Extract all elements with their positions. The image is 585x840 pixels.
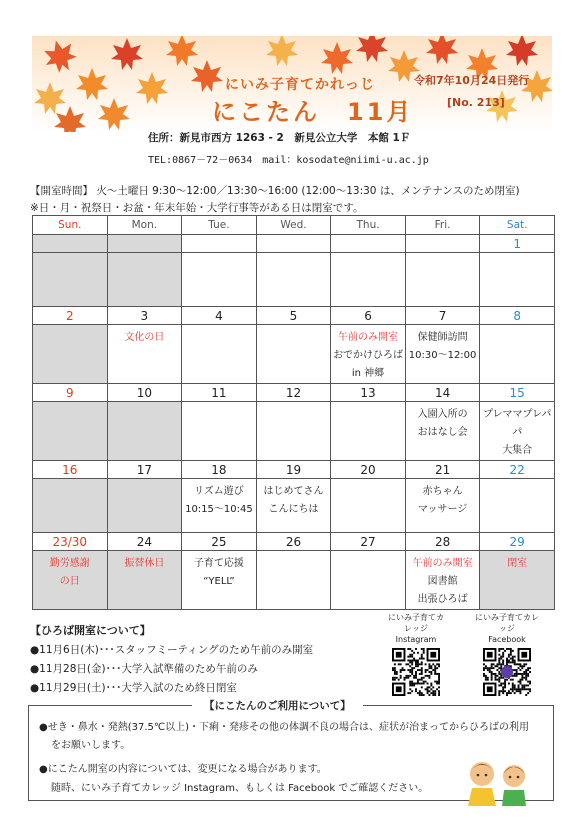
calendar-event-cell (182, 479, 257, 533)
calendar-date-row (33, 461, 555, 479)
calendar-date-cell: 7 (405, 307, 480, 325)
calendar-event-cell (107, 402, 182, 461)
calendar-event-cell (331, 253, 406, 307)
calendar-date-cell: 2 (33, 307, 108, 325)
calendar-event-cell (331, 402, 406, 461)
calendar-event-text: 勤労感謝 (49, 558, 90, 569)
calendar-date-cell: 17 (107, 461, 182, 479)
calendar-event-row (33, 325, 555, 384)
calendar-date-cell: 10 (107, 384, 182, 402)
instagram-qr-sublabel: Instagram (395, 635, 437, 644)
weekday-sun: Sun. (33, 216, 108, 235)
calendar-event-row (33, 479, 555, 533)
calendar-event-row (33, 402, 555, 461)
calendar-event-cell (107, 325, 182, 384)
issue-number: [No. 213] (447, 96, 505, 109)
november-calendar (32, 215, 555, 610)
weekday-header-row (33, 216, 555, 235)
calendar-event-cell (480, 551, 555, 610)
calendar-event-cell (33, 402, 108, 461)
calendar-event-cell (480, 253, 555, 307)
calendar-date-cell: 27 (331, 533, 406, 551)
calendar-event-cell (256, 325, 331, 384)
calendar-event-cell (256, 253, 331, 307)
calendar-date-cell: 26 (256, 533, 331, 551)
calendar-date-cell: 13 (331, 384, 406, 402)
calendar-event-cell (182, 402, 257, 461)
calendar-event-cell (331, 479, 406, 533)
calendar-event-text: 子育て応援 (193, 558, 244, 569)
calendar-date-cell: 3 (107, 307, 182, 325)
calendar-event-cell (405, 479, 480, 533)
calendar-date-cell: 16 (33, 461, 108, 479)
calendar-event-text: リズム遊び (194, 486, 244, 497)
instagram-qr-code[interactable] (392, 648, 440, 696)
calendar-event-cell (256, 479, 331, 533)
calendar-date-cell: 12 (256, 384, 331, 402)
weekday-thu: Thu. (331, 216, 406, 235)
calendar-date-cell: 15 (480, 384, 555, 402)
newsletter-title: にこたん 11月 (212, 98, 414, 126)
calendar-date-cell: 21 (405, 461, 480, 479)
newsletter-subtitle: にいみ子育てかれっじ (225, 77, 375, 93)
calendar-event-text: 入園入所の (417, 409, 468, 420)
calendar-date-cell: 9 (33, 384, 108, 402)
calendar-date-cell: 6 (331, 307, 406, 325)
calendar-date-row (33, 307, 555, 325)
calendar-event-cell (480, 402, 555, 461)
hiroba-section-title: 【ひろば開室について】 (30, 624, 151, 637)
calendar-event-cell (256, 551, 331, 610)
calendar-event-text: 10:15～10:45 (185, 504, 253, 515)
weekday-tue: Tue. (182, 216, 257, 235)
calendar-date-cell: 5 (256, 307, 331, 325)
calendar-event-text: マッサージ (417, 504, 468, 515)
calendar-event-cell (182, 325, 257, 384)
calendar-date-cell: 22 (480, 461, 555, 479)
calendar-date-row (33, 533, 555, 551)
closed-days-note: ※日・月・祝祭日・お盆・年末年始・大学行事等がある日は閉室です。 (30, 202, 364, 214)
calendar-event-cell (33, 325, 108, 384)
calendar-event-text: 図書館 (427, 576, 458, 587)
usage-notice-title: 【にこたんのご利用について】 (192, 698, 363, 713)
calendar-event-text: 午前のみ開室 (338, 332, 399, 343)
weekday-fri: Fri. (405, 216, 480, 235)
calendar-event-text: 赤ちゃん (422, 486, 463, 497)
calendar-event-cell (182, 551, 257, 610)
calendar-event-cell (405, 402, 480, 461)
calendar-event-text: 午前のみ開室 (412, 558, 473, 569)
calendar-event-text: 大集合 (502, 445, 533, 456)
weekday-mon: Mon. (107, 216, 182, 235)
hiroba-notice: ●11月28日(金)･･･大学入試準備のため午前のみ (30, 663, 258, 675)
hiroba-notice: ●11月6日(木)･･･スタッフミーティングのため午前のみ開室 (30, 644, 314, 656)
calendar-event-row (33, 253, 555, 307)
calendar-event-cell (405, 253, 480, 307)
calendar-date-cell (331, 235, 406, 253)
weekday-sat: Sat. (480, 216, 555, 235)
usage-line: ●にこたん開室の内容については、変更になる場合があります。 (39, 764, 327, 775)
usage-line: をお願いします。 (51, 740, 131, 751)
calendar-date-cell (33, 235, 108, 253)
calendar-date-cell: 8 (480, 307, 555, 325)
calendar-event-cell (33, 479, 108, 533)
calendar-event-text: in 神郷 (351, 368, 385, 379)
contact-info: TEL:0867－72－0634 mail：kosodate@niimi-u.ac.jp (148, 155, 429, 166)
calendar-date-cell: 20 (331, 461, 406, 479)
usage-line: 随時、にいみ子育てカレッジ Instagram、もしくは Facebook でご確認ください。 (51, 783, 429, 794)
calendar-event-text: プレママプレパパ (482, 409, 552, 438)
calendar-event-cell (182, 253, 257, 307)
calendar-event-cell (107, 479, 182, 533)
calendar-date-cell: 19 (256, 461, 331, 479)
issue-date: 令和7年10月24日発行 (414, 74, 530, 87)
calendar-event-cell (405, 325, 480, 384)
calendar-date-cell: 1 (480, 235, 555, 253)
calendar-date-cell: 23/30 (33, 533, 108, 551)
calendar-date-cell (405, 235, 480, 253)
calendar-date-cell: 24 (107, 533, 182, 551)
calendar-event-text: おでかけひろば (333, 350, 403, 361)
calendar-event-text: こんにちは (268, 504, 319, 515)
facebook-qr-label: にいみ子育てカレッジ (475, 613, 539, 633)
usage-line: ●せき・鼻水・発熱(37.5℃以上)・下痢・発疹その他の体調不良の場合は、症状が治まってからひろばの利用 (39, 722, 530, 733)
calendar-event-row (33, 551, 555, 610)
instagram-qr-block (386, 612, 446, 696)
instagram-qr-label: にいみ子育てカレッジ (388, 613, 444, 633)
calendar-date-cell: 29 (480, 533, 555, 551)
calendar-event-text: 出張ひろば (417, 594, 468, 605)
calendar-event-text: 保健師訪問 (417, 332, 468, 343)
calendar-date-cell: 18 (182, 461, 257, 479)
weekday-wed: Wed. (256, 216, 331, 235)
calendar-event-text: の日 (59, 576, 80, 587)
calendar-body (33, 235, 555, 610)
calendar-event-text: 振替休日 (124, 558, 165, 569)
calendar-date-cell: 11 (182, 384, 257, 402)
calendar-event-cell (33, 551, 108, 610)
calendar-event-cell (480, 325, 555, 384)
calendar-event-cell (107, 253, 182, 307)
facebook-qr-code[interactable] (483, 648, 531, 696)
calendar-date-cell: 28 (405, 533, 480, 551)
calendar-date-row (33, 384, 555, 402)
hiroba-notice: ●11月29日(土)･･･大学入試のため終日閉室 (30, 682, 237, 694)
calendar-event-text: 閉室 (507, 558, 528, 569)
calendar-event-cell (33, 253, 108, 307)
calendar-date-cell: 14 (405, 384, 480, 402)
calendar-event-cell (331, 325, 406, 384)
calendar-event-text: おはなし会 (417, 427, 468, 438)
calendar-event-cell (107, 551, 182, 610)
facebook-qr-sublabel: Facebook (488, 635, 526, 644)
calendar-event-text: 文化の日 (124, 332, 165, 343)
calendar-date-row (33, 235, 555, 253)
calendar-event-cell (405, 551, 480, 610)
address: 住所：新見市西方 1263 - 2 新見公立大学 本館 1Ｆ (148, 132, 411, 144)
calendar-event-text: 10:30～12:00 (408, 350, 477, 361)
calendar-date-cell (182, 235, 257, 253)
calendar-date-cell: 4 (182, 307, 257, 325)
calendar-event-cell (256, 402, 331, 461)
calendar-event-text: “YELL” (203, 576, 235, 587)
calendar-date-cell (107, 235, 182, 253)
calendar-event-cell (480, 479, 555, 533)
calendar-date-cell (256, 235, 331, 253)
facebook-qr-block (472, 612, 542, 696)
opening-hours: 【開室時間】 火～土曜日 9:30～12:00／13:30～16:00 (12:00～13:30 は、メンテナンスのため閉室) (30, 185, 520, 197)
calendar-event-cell (331, 551, 406, 610)
calendar-date-cell: 25 (182, 533, 257, 551)
children-illustration (458, 756, 538, 806)
calendar-event-text: はじめてさん (263, 486, 324, 497)
